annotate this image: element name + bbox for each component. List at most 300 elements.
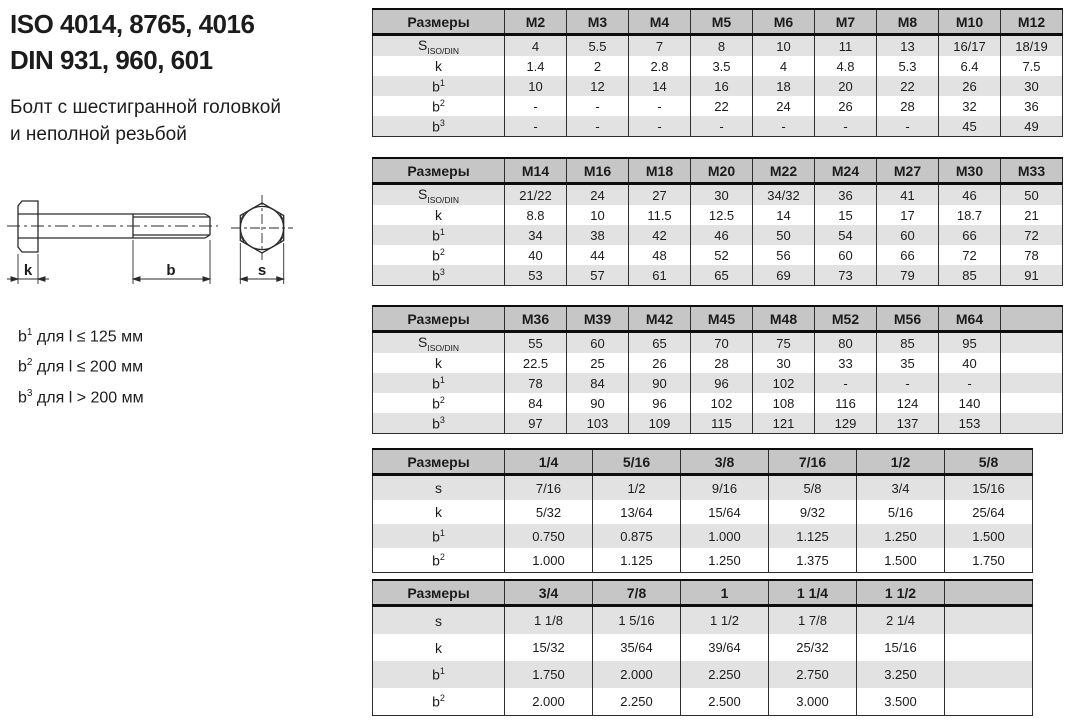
row-label [373, 245, 505, 265]
table-cell: 53 [505, 265, 567, 286]
product-name [10, 94, 281, 148]
table-cell: 7 [629, 35, 691, 57]
table-cell: 102 [753, 373, 815, 393]
table-cell: 2.000 [593, 661, 681, 688]
table-cell: 15/16 [857, 634, 945, 661]
table-row [373, 688, 1033, 716]
column-header: M27 [877, 158, 939, 184]
column-header: M20 [691, 158, 753, 184]
table-cell: 90 [567, 393, 629, 413]
table-cell: 96 [691, 373, 753, 393]
table-header-row [373, 9, 1063, 35]
row-label-base: b [432, 375, 440, 392]
row-label-base: k [435, 355, 442, 371]
table-cell: 79 [877, 265, 939, 286]
table-cell: 2.250 [593, 688, 681, 716]
row-label [373, 184, 505, 206]
column-header: M3 [567, 9, 629, 35]
table-cell: 18 [753, 76, 815, 96]
table-row [373, 245, 1063, 265]
column-header: 1 1/2 [857, 580, 945, 606]
row-label [373, 634, 505, 661]
table-cell: 0.875 [593, 524, 681, 548]
table-cell: 22.5 [505, 353, 567, 373]
table-cell: - [815, 116, 877, 137]
table-cell: 27 [629, 184, 691, 206]
table-cell: 50 [753, 225, 815, 245]
table-cell: 45 [939, 116, 1001, 137]
table-cell: 121 [753, 413, 815, 434]
table-cell: 5/32 [505, 500, 593, 524]
table-cell: 13/64 [593, 500, 681, 524]
table-cell: 116 [815, 393, 877, 413]
table-m14-m33 [372, 157, 1063, 286]
table-row [373, 205, 1063, 225]
table-cell: - [505, 116, 567, 137]
table-cell: 1.750 [945, 548, 1033, 573]
table-cell: 40 [939, 353, 1001, 373]
table-cell: 25/32 [769, 634, 857, 661]
table-cell: 129 [815, 413, 877, 434]
table-cell: 66 [939, 225, 1001, 245]
table-cell: 46 [939, 184, 1001, 206]
column-header: M16 [567, 158, 629, 184]
table-header-row [373, 306, 1063, 332]
table-cell: 1 1/8 [505, 606, 593, 635]
row-label-sup: 2 [439, 97, 445, 108]
table-row [373, 265, 1063, 286]
table-cell: 34 [505, 225, 567, 245]
column-header: M48 [753, 306, 815, 332]
table-cell: 11 [815, 35, 877, 57]
table-cell: 2.500 [681, 688, 769, 716]
row-label-sup: 2 [439, 693, 445, 704]
table-cell: 30 [691, 184, 753, 206]
table-cell: 1 7/8 [769, 606, 857, 635]
table-row [373, 332, 1063, 354]
table-cell: 90 [629, 373, 691, 393]
empty-column-header [945, 580, 1033, 606]
table-row [373, 96, 1063, 116]
table-cell: 1.500 [945, 524, 1033, 548]
note-b3: $b^3$ для l > 200 мм [18, 387, 144, 406]
column-header: M5 [691, 9, 753, 35]
row-label-base: b [432, 78, 440, 95]
row-label-base: b [432, 227, 440, 244]
table-cell: 16 [691, 76, 753, 96]
table-corner-header: Размеры [373, 306, 505, 332]
table-cell: - [567, 96, 629, 116]
table-cell: 18/19 [1001, 35, 1063, 57]
left-panel [0, 0, 370, 720]
table-cell: 103 [567, 413, 629, 434]
table-cell: 35/64 [593, 634, 681, 661]
table-cell: 5.3 [877, 56, 939, 76]
table-cell: 78 [1001, 245, 1063, 265]
table-cell: 16/17 [939, 35, 1001, 57]
row-label-base: S [418, 36, 428, 53]
row-label-base: b [432, 267, 440, 284]
table-row [373, 35, 1063, 57]
row-label-sup: 2 [439, 551, 445, 562]
table-cell: 4.8 [815, 56, 877, 76]
table-inch-small [372, 448, 1033, 573]
table-cell: 36 [815, 184, 877, 206]
table-cell: 153 [939, 413, 1001, 434]
empty-cell [945, 661, 1033, 688]
table-cell: 3.500 [857, 688, 945, 716]
row-label [373, 661, 505, 688]
column-header: 1/2 [857, 449, 945, 475]
table-cell: 1.250 [681, 548, 769, 573]
table-cell: 84 [505, 393, 567, 413]
row-label-sup: 3 [439, 117, 445, 128]
table-cell: 4 [505, 35, 567, 57]
table-cell: 15/16 [945, 475, 1033, 501]
table-cell: 0.750 [505, 524, 593, 548]
thread-length-notes [18, 322, 144, 413]
table-cell: 3.000 [769, 688, 857, 716]
table-cell: 57 [567, 265, 629, 286]
table-cell: 95 [939, 332, 1001, 354]
table-header-row [373, 158, 1063, 184]
table-cell: 72 [1001, 225, 1063, 245]
column-header: 1/4 [505, 449, 593, 475]
table-cell: 21 [1001, 205, 1063, 225]
table-cell: 13 [877, 35, 939, 57]
column-header: 1 1/4 [769, 580, 857, 606]
table-cell: 24 [567, 184, 629, 206]
row-label-base: k [435, 639, 442, 656]
table-cell: 1.125 [593, 548, 681, 573]
table-cell: 9/16 [681, 475, 769, 501]
row-label-base: s [435, 480, 442, 496]
table-cell: 1.125 [769, 524, 857, 548]
table-cell: 33 [815, 353, 877, 373]
table-cell: 75 [753, 332, 815, 354]
row-label-sup: 1 [439, 226, 445, 237]
row-label [373, 475, 505, 501]
empty-cell [1001, 393, 1063, 413]
table-cell: 40 [505, 245, 567, 265]
table-cell: 4 [753, 56, 815, 76]
row-label [373, 500, 505, 524]
row-label [373, 225, 505, 245]
row-label-sup: 1 [439, 77, 445, 88]
row-label-base: b [432, 693, 440, 710]
row-label-sup: 1 [439, 527, 445, 538]
table-cell: 1.500 [857, 548, 945, 573]
table-row [373, 524, 1033, 548]
table-cell: 3.5 [691, 56, 753, 76]
dimension-lines [7, 240, 284, 284]
table-cell: 22 [877, 76, 939, 96]
table-cell: 9/32 [769, 500, 857, 524]
bolt-side-view [7, 201, 218, 252]
row-label [373, 524, 505, 548]
table-cell: 39/64 [681, 634, 769, 661]
table-cell: 8 [691, 35, 753, 57]
table-cell: 15/64 [681, 500, 769, 524]
table-cell: 115 [691, 413, 753, 434]
table-row [373, 634, 1033, 661]
row-label [373, 393, 505, 413]
table-cell: 109 [629, 413, 691, 434]
table-cell: 34/32 [753, 184, 815, 206]
table-cell: 1/2 [593, 475, 681, 501]
row-label [373, 413, 505, 434]
row-label-sup: 3 [439, 266, 445, 277]
table-cell: 3/4 [857, 475, 945, 501]
table-row [373, 225, 1063, 245]
table-cell: 14 [629, 76, 691, 96]
table-cell: 38 [567, 225, 629, 245]
row-label-sup: 3 [439, 414, 445, 425]
column-header: M2 [505, 9, 567, 35]
column-header: M30 [939, 158, 1001, 184]
table-row [373, 500, 1033, 524]
table-cell: 1.000 [505, 548, 593, 573]
table-cell: 55 [505, 332, 567, 354]
table-cell: 1.250 [857, 524, 945, 548]
table-row [373, 413, 1063, 434]
table-cell: 91 [1001, 265, 1063, 286]
row-label-base: s [435, 612, 442, 629]
table-cell: 140 [939, 393, 1001, 413]
table-cell: 54 [815, 225, 877, 245]
row-label-base: b [432, 395, 440, 412]
table-cell: 60 [815, 245, 877, 265]
table-cell: - [815, 373, 877, 393]
table-cell: 5.5 [567, 35, 629, 57]
table-row [373, 661, 1033, 688]
product-name-line2: и неполной резьбой [10, 124, 187, 145]
table-cell: 3.250 [857, 661, 945, 688]
table-cell: 26 [629, 353, 691, 373]
table-cell: 12 [567, 76, 629, 96]
table-cell: 5/16 [857, 500, 945, 524]
table-cell: 28 [877, 96, 939, 116]
table-cell: 24 [753, 96, 815, 116]
empty-cell [1001, 413, 1063, 434]
table-cell: 26 [939, 76, 1001, 96]
table-cell: 69 [753, 265, 815, 286]
table-cell: 61 [629, 265, 691, 286]
row-label-base: b [432, 528, 440, 545]
column-header: 3/4 [505, 580, 593, 606]
table-row [373, 116, 1063, 137]
table-corner-header: Размеры [373, 9, 505, 35]
table-cell: 50 [1001, 184, 1063, 206]
note-b2: $b^2$ для l ≤ 200 мм [18, 357, 144, 376]
empty-cell [945, 606, 1033, 635]
column-header: M12 [1001, 9, 1063, 35]
table-cell: 28 [691, 353, 753, 373]
table-cell: 102 [691, 393, 753, 413]
table-cell: 72 [939, 245, 1001, 265]
table-cell: 7.5 [1001, 56, 1063, 76]
table-cell: - [567, 116, 629, 137]
table-cell: 5/8 [769, 475, 857, 501]
row-label [373, 76, 505, 96]
column-header: M39 [567, 306, 629, 332]
table-corner-header: Размеры [373, 158, 505, 184]
empty-cell [945, 634, 1033, 661]
table-cell: - [877, 373, 939, 393]
row-label-sup: 2 [439, 394, 445, 405]
table-cell: 108 [753, 393, 815, 413]
row-label-base: b [432, 415, 440, 432]
table-cell: 10 [567, 205, 629, 225]
column-header: M22 [753, 158, 815, 184]
table-cell: - [691, 116, 753, 137]
column-header: M4 [629, 9, 691, 35]
column-header: 3/8 [681, 449, 769, 475]
table-cell: 26 [815, 96, 877, 116]
standards-title-iso: ISO 4014, 8765, 4016 [10, 9, 255, 39]
table-cell: 11.5 [629, 205, 691, 225]
table-header-row [373, 580, 1033, 606]
table-cell: - [629, 116, 691, 137]
row-label [373, 606, 505, 635]
table-cell: 22 [691, 96, 753, 116]
empty-column-header [1001, 306, 1063, 332]
table-row [373, 184, 1063, 206]
table-row [373, 475, 1033, 501]
column-header: M33 [1001, 158, 1063, 184]
table-row [373, 56, 1063, 76]
row-label-sub: ISO/DIN [427, 45, 459, 56]
table-cell: 15/32 [505, 634, 593, 661]
table-cell: 41 [877, 184, 939, 206]
row-label-sup: 2 [439, 246, 445, 257]
table-cell: - [939, 373, 1001, 393]
row-label-base: k [435, 504, 442, 520]
table-cell: 25 [567, 353, 629, 373]
bolt-technical-drawing [5, 183, 315, 318]
table-cell: 85 [877, 332, 939, 354]
table-row [373, 393, 1063, 413]
row-label-base: k [435, 207, 442, 223]
table-cell: 14 [753, 205, 815, 225]
table-cell: 2.750 [769, 661, 857, 688]
row-label [373, 116, 505, 137]
table-cell: 66 [877, 245, 939, 265]
table-cell: 137 [877, 413, 939, 434]
row-label [373, 35, 505, 57]
row-label [373, 56, 505, 76]
table-cell: 2 1/4 [857, 606, 945, 635]
column-header: M7 [815, 9, 877, 35]
row-label [373, 548, 505, 573]
row-label-sup: 1 [439, 374, 445, 385]
row-label [373, 96, 505, 116]
dim-label-b: b [166, 262, 176, 279]
product-name-line1: Болт с шестигранной головкой [10, 97, 281, 118]
column-header: 5/8 [945, 449, 1033, 475]
table-header-row [373, 449, 1033, 475]
table-cell: 44 [567, 245, 629, 265]
table-cell: 60 [567, 332, 629, 354]
column-header: 5/16 [593, 449, 681, 475]
table-cell: - [753, 116, 815, 137]
row-label-base: b [432, 247, 440, 264]
column-header: M64 [939, 306, 1001, 332]
table-cell: 36 [1001, 96, 1063, 116]
row-label [373, 265, 505, 286]
table-cell: 85 [939, 265, 1001, 286]
table-cell: 7/16 [505, 475, 593, 501]
empty-cell [1001, 373, 1063, 393]
row-label [373, 353, 505, 373]
empty-cell [1001, 332, 1063, 354]
table-cell: 78 [505, 373, 567, 393]
table-m36-m64 [372, 305, 1063, 434]
table-cell: 80 [815, 332, 877, 354]
table-cell: 6.4 [939, 56, 1001, 76]
column-header: 7/8 [593, 580, 681, 606]
table-cell: 84 [567, 373, 629, 393]
table-row [373, 353, 1063, 373]
table-cell: 56 [753, 245, 815, 265]
column-header: M8 [877, 9, 939, 35]
table-row [373, 76, 1063, 96]
row-label [373, 332, 505, 354]
table-cell: 2.250 [681, 661, 769, 688]
table-cell: 2.8 [629, 56, 691, 76]
table-cell: 1.375 [769, 548, 857, 573]
table-cell: 96 [629, 393, 691, 413]
column-header: M36 [505, 306, 567, 332]
table-cell: 30 [753, 353, 815, 373]
row-label-sub: ISO/DIN [427, 194, 459, 205]
column-header: M45 [691, 306, 753, 332]
table-cell: - [877, 116, 939, 137]
table-cell: 65 [691, 265, 753, 286]
row-label [373, 373, 505, 393]
row-label-base: b [432, 666, 440, 683]
table-cell: 2 [567, 56, 629, 76]
row-label-base: S [418, 185, 428, 202]
table-cell: 1.000 [681, 524, 769, 548]
table-m2-m12 [372, 8, 1063, 137]
dim-label-k: k [23, 262, 33, 279]
dim-label-s: s [257, 262, 267, 279]
table-cell: 46 [691, 225, 753, 245]
column-header: M52 [815, 306, 877, 332]
row-label-base: b [432, 118, 440, 135]
table-cell: 1 1/2 [681, 606, 769, 635]
table-cell: 10 [753, 35, 815, 57]
table-inch-large [372, 579, 1033, 716]
column-header: 1 [681, 580, 769, 606]
table-cell: 20 [815, 76, 877, 96]
table-corner-header: Размеры [373, 580, 505, 606]
row-label-base: k [435, 58, 442, 74]
table-cell: 73 [815, 265, 877, 286]
column-header: M42 [629, 306, 691, 332]
table-cell: 15 [815, 205, 877, 225]
row-label [373, 688, 505, 716]
table-cell: 60 [877, 225, 939, 245]
table-cell: - [505, 96, 567, 116]
column-header: M56 [877, 306, 939, 332]
standards-title-din: DIN 931, 960, 601 [10, 45, 213, 75]
empty-cell [945, 688, 1033, 716]
column-header: M24 [815, 158, 877, 184]
table-cell: 42 [629, 225, 691, 245]
table-cell: 124 [877, 393, 939, 413]
